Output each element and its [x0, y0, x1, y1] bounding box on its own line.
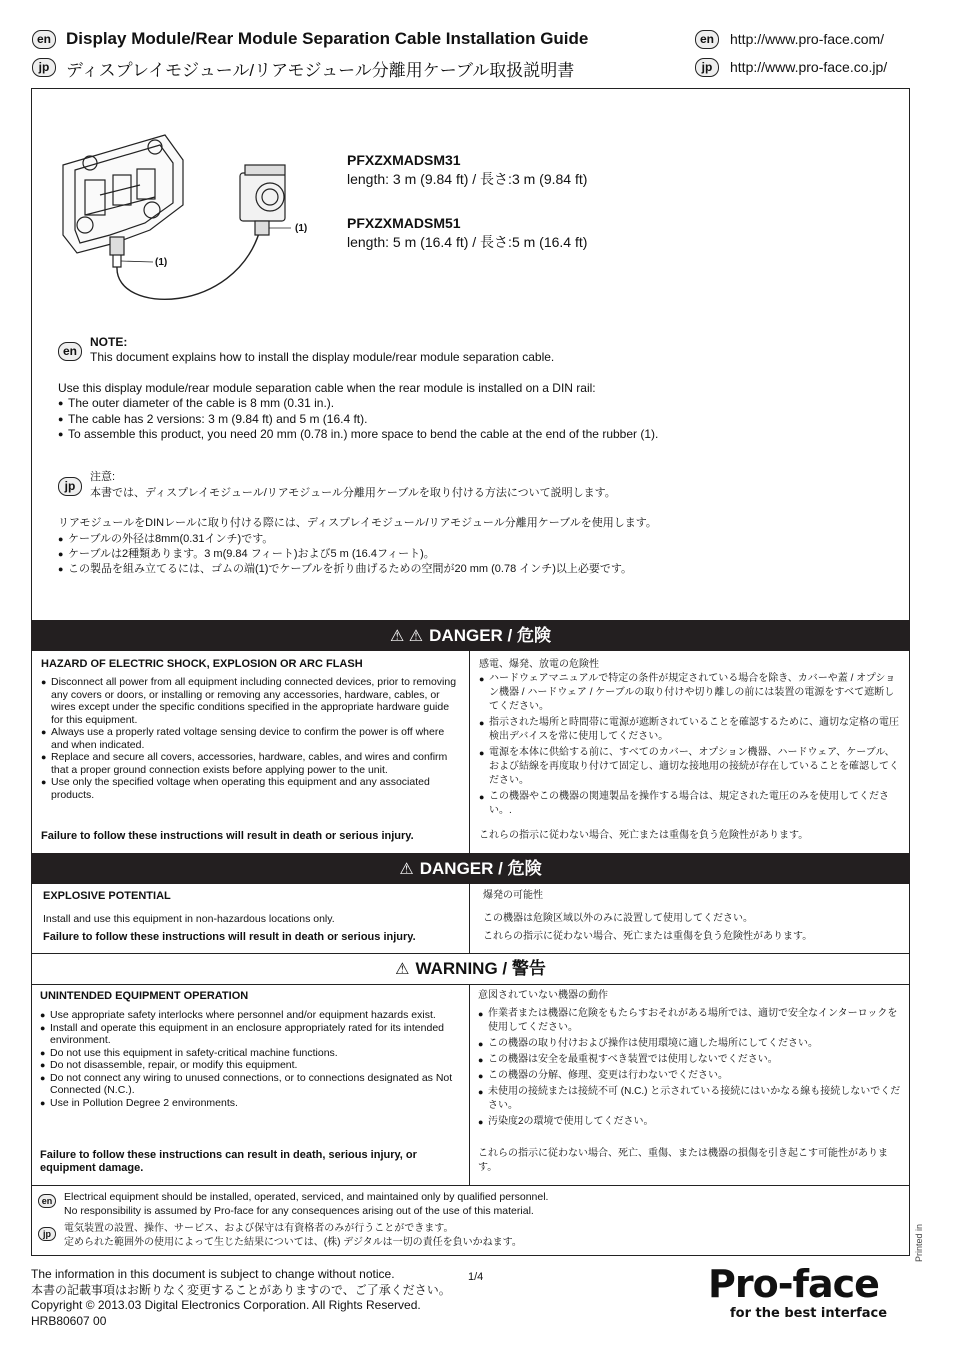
note-intro: This document explains how to install the display module/rear module separation cable.	[90, 350, 555, 364]
danger1-jp-cell	[470, 651, 910, 853]
lang-badge-jp: jp	[32, 58, 56, 77]
list-item: ● Replace and secure all covers, accessories, hardware, cables, and wires and confirm that a proper ground connection exists before applying power to the unit.	[41, 751, 461, 776]
logo-tagline: for the best interface	[730, 1306, 888, 1321]
list-item: ● The cable has 2 versions: 3 m (9.84 ft) and 5 m (16.4 ft).	[58, 412, 898, 428]
list-item: ● この製品を組み立てるには、ゴムの端(1)でケーブルを折り曲げるための空間が20 mm (0.78 インチ)以上必要です。	[58, 562, 898, 577]
list-item: ● この機器やこの機器の関連製品を操作する場合は、規定された電圧のみを使用してください。.	[479, 790, 904, 818]
danger2-text-en: Install and use this equipment in non-hazardous locations only.	[43, 913, 335, 925]
model-name: PFXZXMADSM51	[347, 215, 461, 231]
list-item: ● Do not disassemble, repair, or modify this equipment.	[40, 1059, 460, 1072]
lang-badge-jp-note: jp	[58, 477, 82, 496]
legal-jp-line: 電気装置の設置、操作、サービス、および保守は有資格者のみが行うことができます。	[64, 1223, 454, 1234]
legal-en-line: No responsibility is assumed by Pro-face for any consequences arising out of the use of this material.	[64, 1205, 534, 1217]
danger2-jp-cell	[470, 884, 910, 953]
lang-badge-en-note: en	[58, 342, 82, 361]
list-item: ● 未使用の接続または接続不可 (N.C.) と示されている接続にはいかなる線も接続しないでください。	[478, 1085, 903, 1113]
title-en: Display Module/Rear Module Separation Cable Installation Guide	[66, 29, 589, 48]
warning-bullets-en	[40, 1009, 460, 1109]
list-item: ● Use only the specified voltage when operating this equipment and any associated products.	[41, 776, 461, 801]
lang-badge-en-url: en	[695, 30, 719, 49]
note-bullets	[58, 396, 898, 443]
lang-badge-en-legal: en	[38, 1191, 56, 1209]
list-item: ● ケーブルの外径は8mm(0.31インチ)です。	[58, 532, 898, 547]
danger1-en-cell	[31, 651, 470, 853]
warning-heading-en: UNINTENDED EQUIPMENT OPERATION	[40, 990, 249, 1002]
danger2-text-jp: この機器は危険区域以外のみに設置して使用してください。	[483, 913, 753, 924]
warning-failure-en: Failure to follow these instructions can result in death, serious injury, or equipment damage.	[40, 1149, 417, 1174]
warning-bullets-jp	[478, 1007, 903, 1129]
list-item: ● Do not use this equipment in safety-critical machine functions.	[40, 1047, 460, 1060]
list-item: ● 汚染度2の環境で使用してください。	[478, 1115, 903, 1129]
list-item: ● Install and operate this equipment in an enclosure appropriately rated for its intended environment.	[40, 1022, 460, 1047]
danger-banner: ⚠︎ ⚠︎ DANGER / 危険	[31, 620, 910, 651]
danger1-bullets-en	[41, 676, 461, 801]
danger2-failure-jp: これらの指示に従わない場合、死亡または重傷を負う危険性があります。	[483, 931, 813, 942]
footer-line: HRB80607 00	[31, 1313, 107, 1328]
warning-triangle-icon: ⚠︎	[395, 961, 410, 978]
lang-badge-en: en	[32, 30, 56, 49]
list-item: ● Use in Pollution Degree 2 environments.	[40, 1097, 460, 1110]
list-item: ● この機器の取り付けおよび操作は使用環境に適した場所にしてください。	[478, 1037, 903, 1051]
divider	[31, 1185, 910, 1186]
list-item: ● Do not connect any wiring to unused connections, or to connections designated as Not Connected (N.C.).	[40, 1072, 460, 1097]
list-item: ● Disconnect all power from all equipment including connected devices, prior to removing any covers or doors, or installing or removing any accessories, hardware, cables, or wires except under the specific conditions specified in the appropriate hardware guide for this equipment.	[41, 676, 461, 726]
list-item: ● ハードウェアマニュアルで特定の条件が規定されている場合を除き、カバーや蓋 / オプション機器 / ハードウェア / ケーブルの取り付けや切り離しの前には装置の電源をすべて遮断してください。	[479, 672, 904, 714]
list-item: ● ケーブルは2種類あります。3 m(9.84 フィート)および5 m (16.4フィート)。	[58, 547, 898, 562]
warning-triangle-icon: ⚠︎	[399, 861, 414, 878]
cable-illustration	[55, 125, 315, 305]
legal-jp-line: 定められた範囲外の使用によって生じた結果については、(株) デジタルは一切の責任を負いかねます。	[64, 1237, 522, 1248]
list-item: ● 電源を本体に供給する前に、すべてのカバー、オプション機器、ハードウェア、ケーブル、および結線を再度取り付けて固定し、適切な接地用の接続が存在していることを確認してください。	[479, 746, 904, 788]
footer-line: Copyright © 2013.03 Digital Electronics Corporation. All Rights Reserved.	[31, 1298, 421, 1312]
model-length: length: 5 m (16.4 ft) / 長さ:5 m (16.4 ft)	[347, 234, 588, 250]
danger2-heading-en: EXPLOSIVE POTENTIAL	[43, 890, 171, 902]
list-item: ● The outer diameter of the cable is 8 mm (0.31 in.).	[58, 396, 898, 412]
list-item: ● Always use a properly rated voltage sensing device to confirm the power is off where and when indicated.	[41, 726, 461, 751]
printed-in-wrap	[906, 1212, 936, 1262]
list-item: ● この機器は安全を最重視すべき装置では使用しないでください。	[478, 1053, 903, 1067]
warning-heading-jp: 意図されていない機器の動作	[478, 990, 608, 1001]
danger1-heading-en: HAZARD OF ELECTRIC SHOCK, EXPLOSION OR ARC FLASH	[41, 658, 363, 670]
callout-label-1: (1)	[295, 223, 308, 234]
lang-badge-jp-url: jp	[695, 58, 719, 77]
note-intro-jp: 本書では、ディスプレイモジュール/リアモジュール分離用ケーブルを取り付ける方法について説明します。	[90, 487, 616, 499]
footer-line: 本書の記載事項はお断りなく変更することがありますので、ご了承ください。	[31, 1282, 451, 1297]
callout-label-1b: (1)	[155, 257, 168, 268]
list-item: ● 指示された場所と時間帯に電源が遮断されていることを確認するために、適切な定格の電圧検出デバイスを常に使用してください。	[479, 716, 904, 744]
danger2-heading-jp: 爆発の可能性	[483, 890, 543, 901]
danger-banner: ⚠︎ DANGER / 危険	[31, 853, 910, 884]
legal-en-line: Electrical equipment should be installed, operated, serviced, and maintained only by qualified personnel.	[64, 1191, 549, 1203]
list-item: ● To assemble this product, you need 20 mm (0.78 in.) more space to bend the cable at the end of the rubber (1).	[58, 427, 898, 443]
danger2-failure-en: Failure to follow these instructions will result in death or serious injury.	[43, 931, 416, 943]
danger1-heading-jp: 感電、爆発、放電の危険性	[479, 659, 599, 670]
warning-banner: ⚠︎ WARNING / 警告	[395, 959, 546, 978]
printed-in: Printed in	[914, 1223, 924, 1262]
warning-en-cell	[31, 985, 470, 1185]
note-lead: Use this display module/rear module separation cable when the rear module is installed on a DIN rail:	[58, 381, 596, 395]
model-name: PFXZXMADSM31	[347, 152, 461, 168]
note-lead-jp: リアモジュールをDINレールに取り付ける際には、ディスプレイモジュール/リアモジュール分離用ケーブルを使用します。	[58, 517, 657, 529]
page-number: 1/4	[468, 1271, 484, 1283]
url-en[interactable]: http://www.pro-face.com/	[730, 31, 885, 47]
proface-logo: Pro-face	[708, 1262, 879, 1306]
list-item: ● Use appropriate safety interlocks where personnel and/or equipment hazards exist.	[40, 1009, 460, 1022]
note-label: NOTE:	[90, 335, 128, 349]
footer-text	[31, 1267, 451, 1329]
note-bullets-jp	[58, 532, 898, 577]
note-label-jp: 注意:	[90, 471, 116, 483]
url-jp[interactable]: http://www.pro-face.co.jp/	[730, 59, 888, 75]
lang-badge-jp-legal: jp	[38, 1224, 56, 1242]
danger1-failure-en: Failure to follow these instructions will result in death or serious injury.	[41, 830, 414, 842]
list-item: ● 作業者または機器に危険をもたらすおそれがある場所では、適切で安全なインターロックを使用してください。	[478, 1007, 903, 1035]
danger1-failure-jp: これらの指示に従わない場合、死亡または重傷を負う危険性があります。	[479, 830, 809, 841]
title-jp: ディスプレイモジュール/リアモジュール分離用ケーブル取扱説明書	[66, 61, 575, 80]
warning-triangle-icon: ⚠︎ ⚠︎	[390, 628, 424, 645]
danger2-en-cell	[31, 884, 470, 953]
legal-jp	[64, 1222, 522, 1250]
footer-line: The information in this document is subject to change without notice.	[31, 1267, 395, 1281]
warning-failure-jp: これらの指示に従わない場合、死亡、重傷、または機器の損傷を引き起こす可能性があります。	[478, 1148, 888, 1173]
list-item: ● この機器の分解、修理、変更は行わないでください。	[478, 1069, 903, 1083]
warning-jp-cell	[470, 985, 910, 1185]
legal-en	[64, 1190, 548, 1218]
danger1-bullets-jp	[479, 672, 904, 818]
model-length: length: 3 m (9.84 ft) / 長さ:3 m (9.84 ft)	[347, 171, 588, 187]
